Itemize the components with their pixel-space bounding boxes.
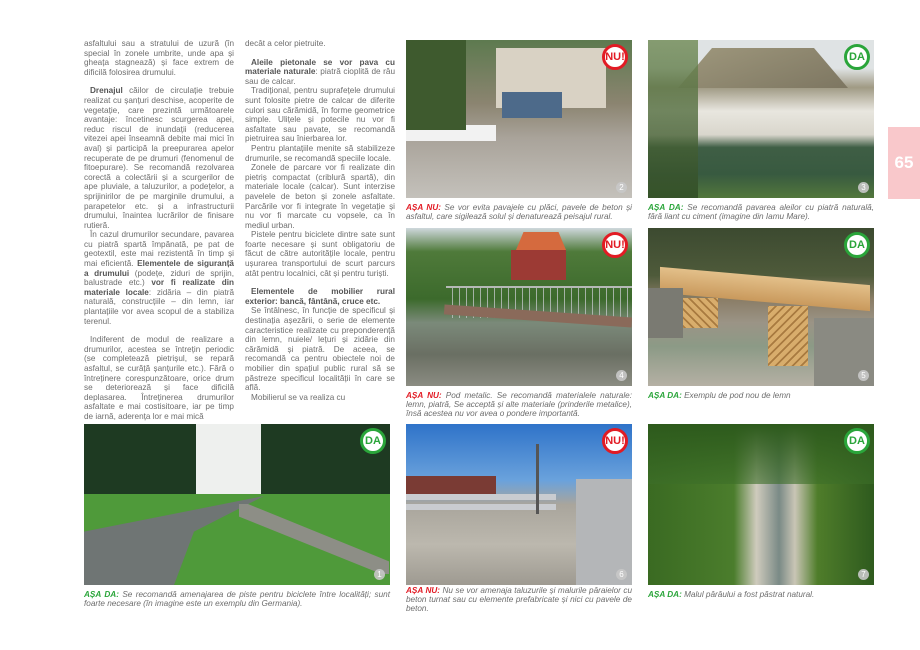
photo-bike-lane	[84, 424, 390, 585]
caption-photo-6: AȘA NU: Nu se vor amenaja taluzurile și malurile pâraielor cu beton turnat sau cu elemente prefabricate și nici cu pavele de beton.	[406, 586, 633, 614]
paragraph: Mobilierul se va realiza cu	[251, 392, 346, 402]
da-badge: DA	[360, 428, 386, 454]
photo-metal-bridge	[406, 228, 632, 386]
paragraph-drenaj: Drenajul căilor de circulație trebuie realizat cu șanțuri deschise, acoperite de vegetație, care prezintă următoarele avantaje: încetinesc scurgerea apei, reduc riscul de inundații (reducerea vitezei apei înseamnă debite mai mici în aval) și participă la preepurarea apelor recuperate de pe drumuri (fenomenul de fitoepurare). Se recomandă rezolvarea corectă a colectării și a scurgerilor de ape pluviale, a taluzurilor, a podețelor, a sprijinirilor de pe marginile drumului, a parapetelor etc. și a infrastructurii drumului, înaintea lucrărilor de finisare rutieră.	[84, 86, 234, 230]
caption-photo-5: AȘA DA: Exemplu de pod nou de lemn	[648, 391, 791, 400]
caption-photo-4: AȘA NU: Pod metalic. Se recomandă materialele naturale: lemn, piatră, Se acceptă și alte materiale (prinderile metalice), însă acestea nu vor avea o pondere importantă.	[406, 391, 633, 419]
photo-number: 3	[858, 182, 869, 193]
photo-number: 2	[616, 182, 627, 193]
text-column-2	[245, 39, 395, 402]
photo-number: 4	[616, 370, 627, 381]
paragraph-mobilier-heading: Elementele de mobilier rural exterior: bancă, fântână, cruce etc.	[245, 287, 395, 306]
paragraph: decât a celor pietruite.	[245, 39, 326, 48]
text-column-1	[84, 39, 234, 422]
nu-badge: NU!	[602, 232, 628, 258]
photo-number: 5	[858, 370, 869, 381]
photo-natural-stream	[648, 424, 874, 585]
photo-concrete-channel	[406, 424, 632, 585]
page-number: 65	[894, 153, 914, 172]
nu-badge: NU!	[602, 428, 628, 454]
page-number-tab	[888, 127, 920, 199]
caption-photo-1: AȘA DA: Se recomandă amenajarea de piste pentru biciclete între localități; sunt foarte necesare (în imagine este un exemplu din Germania).	[84, 590, 391, 609]
paragraph-alei: Aleile pietonale se vor pava cu materiale naturale: piatră cioplită de râu sau de calcar.	[245, 57, 396, 86]
photo-number: 1	[374, 569, 385, 580]
paragraph-secundare: În cazul drumurilor secundare, pavarea cu piatră spartă împănată, pe pat de geotextil, este mai rezistentă în timp și mai eficientă. Elementele de siguranță a drumului (podețe, ziduri de sprijin, balustrade etc.) vor fi realizate din materiale locale: zidăria – din piatră naturală, construcțiile – din lemn, iar plantațiile vor avea scopul de a stabiliza terenul.	[84, 230, 235, 326]
da-badge: DA	[844, 44, 870, 70]
photo-wooden-bridge	[648, 228, 874, 386]
da-badge: DA	[844, 232, 870, 258]
caption-photo-3: AȘA DA: Se recomandă pavarea aleilor cu piatră naturală, fără liant cu ciment (imagine din Iamu Mare).	[648, 203, 874, 222]
paragraph: Zonele de parcare vor fi realizate din pietriș compactat (criblură spartă), din materiale locale (calcar). Sunt interzise pavelele de beton și zonele asfaltate. Parcările vor fi integrate în vegetație și nu vor fi marcate cu vopsele, ca în mediul urban.	[245, 163, 395, 230]
photo-number: 6	[616, 569, 627, 580]
paragraph: asfaltului sau a stratului de uzură (în special în zonele umbrite, unde apa și gheața stagnează) și face extrem de dificilă folosirea drumului.	[84, 39, 234, 77]
nu-badge: NU!	[602, 44, 628, 70]
photo-number: 7	[858, 569, 869, 580]
da-badge: DA	[844, 428, 870, 454]
photo-house-path	[648, 40, 874, 198]
paragraph: Tradițional, pentru suprafețele drumului sunt folosite pietre de calcar de diferite culori sau cărămidă, în forme geometrice simple. Ulițele și potecile nu vor fi asfaltate sau pavate, se recomandă pietruirea sau înierbarea lor.	[245, 86, 395, 144]
caption-photo-7: AȘA DA: Malul pârâului a fost păstrat natural.	[648, 590, 815, 599]
photo-paved-street	[406, 40, 632, 198]
paragraph: Pentru plantațiile menite să stabilizeze drumurile, se recomandă speciile locale.	[245, 143, 395, 163]
paragraph: Se întâlnesc, în funcție de specificul și destinația așezării, o serie de elemente caracteristice realizate cu preponderență din lemn, nuiele/ lețuri și zidărie din cărămidă și piatră. De aceea, se recomandă ca pentru obiectele noi de mobilier din spațiul public rural să se păstreze specificul localității în care se află.	[245, 306, 395, 393]
paragraph: Pistele pentru biciclete dintre sate sunt foarte necesare și sunt obligatoriu de făcut de către autoritățile locale, pentru ușurarea transportului de scurt parcurs atât pentru localnici, cât și pentru turiști.	[245, 230, 395, 278]
paragraph-intretinere: Indiferent de modul de realizare a drumurilor, acestea se întrețin periodic (se completează pietrișul, se repară asfaltul, se curăță șanțurile etc.). Fără o întreținere corespunzătoare, orice drum se deteriorează și face dificilă deplasarea. Întreținerea drumurilor asfaltate e mai costisitoare, iar pe timp de iarnă, aderența lor e mai mică	[84, 335, 234, 421]
caption-photo-2: AȘA NU: Se vor evita pavajele cu plăci, pavele de beton și asfaltul, care sigilează solul și denaturează peisajul rural.	[406, 203, 633, 222]
